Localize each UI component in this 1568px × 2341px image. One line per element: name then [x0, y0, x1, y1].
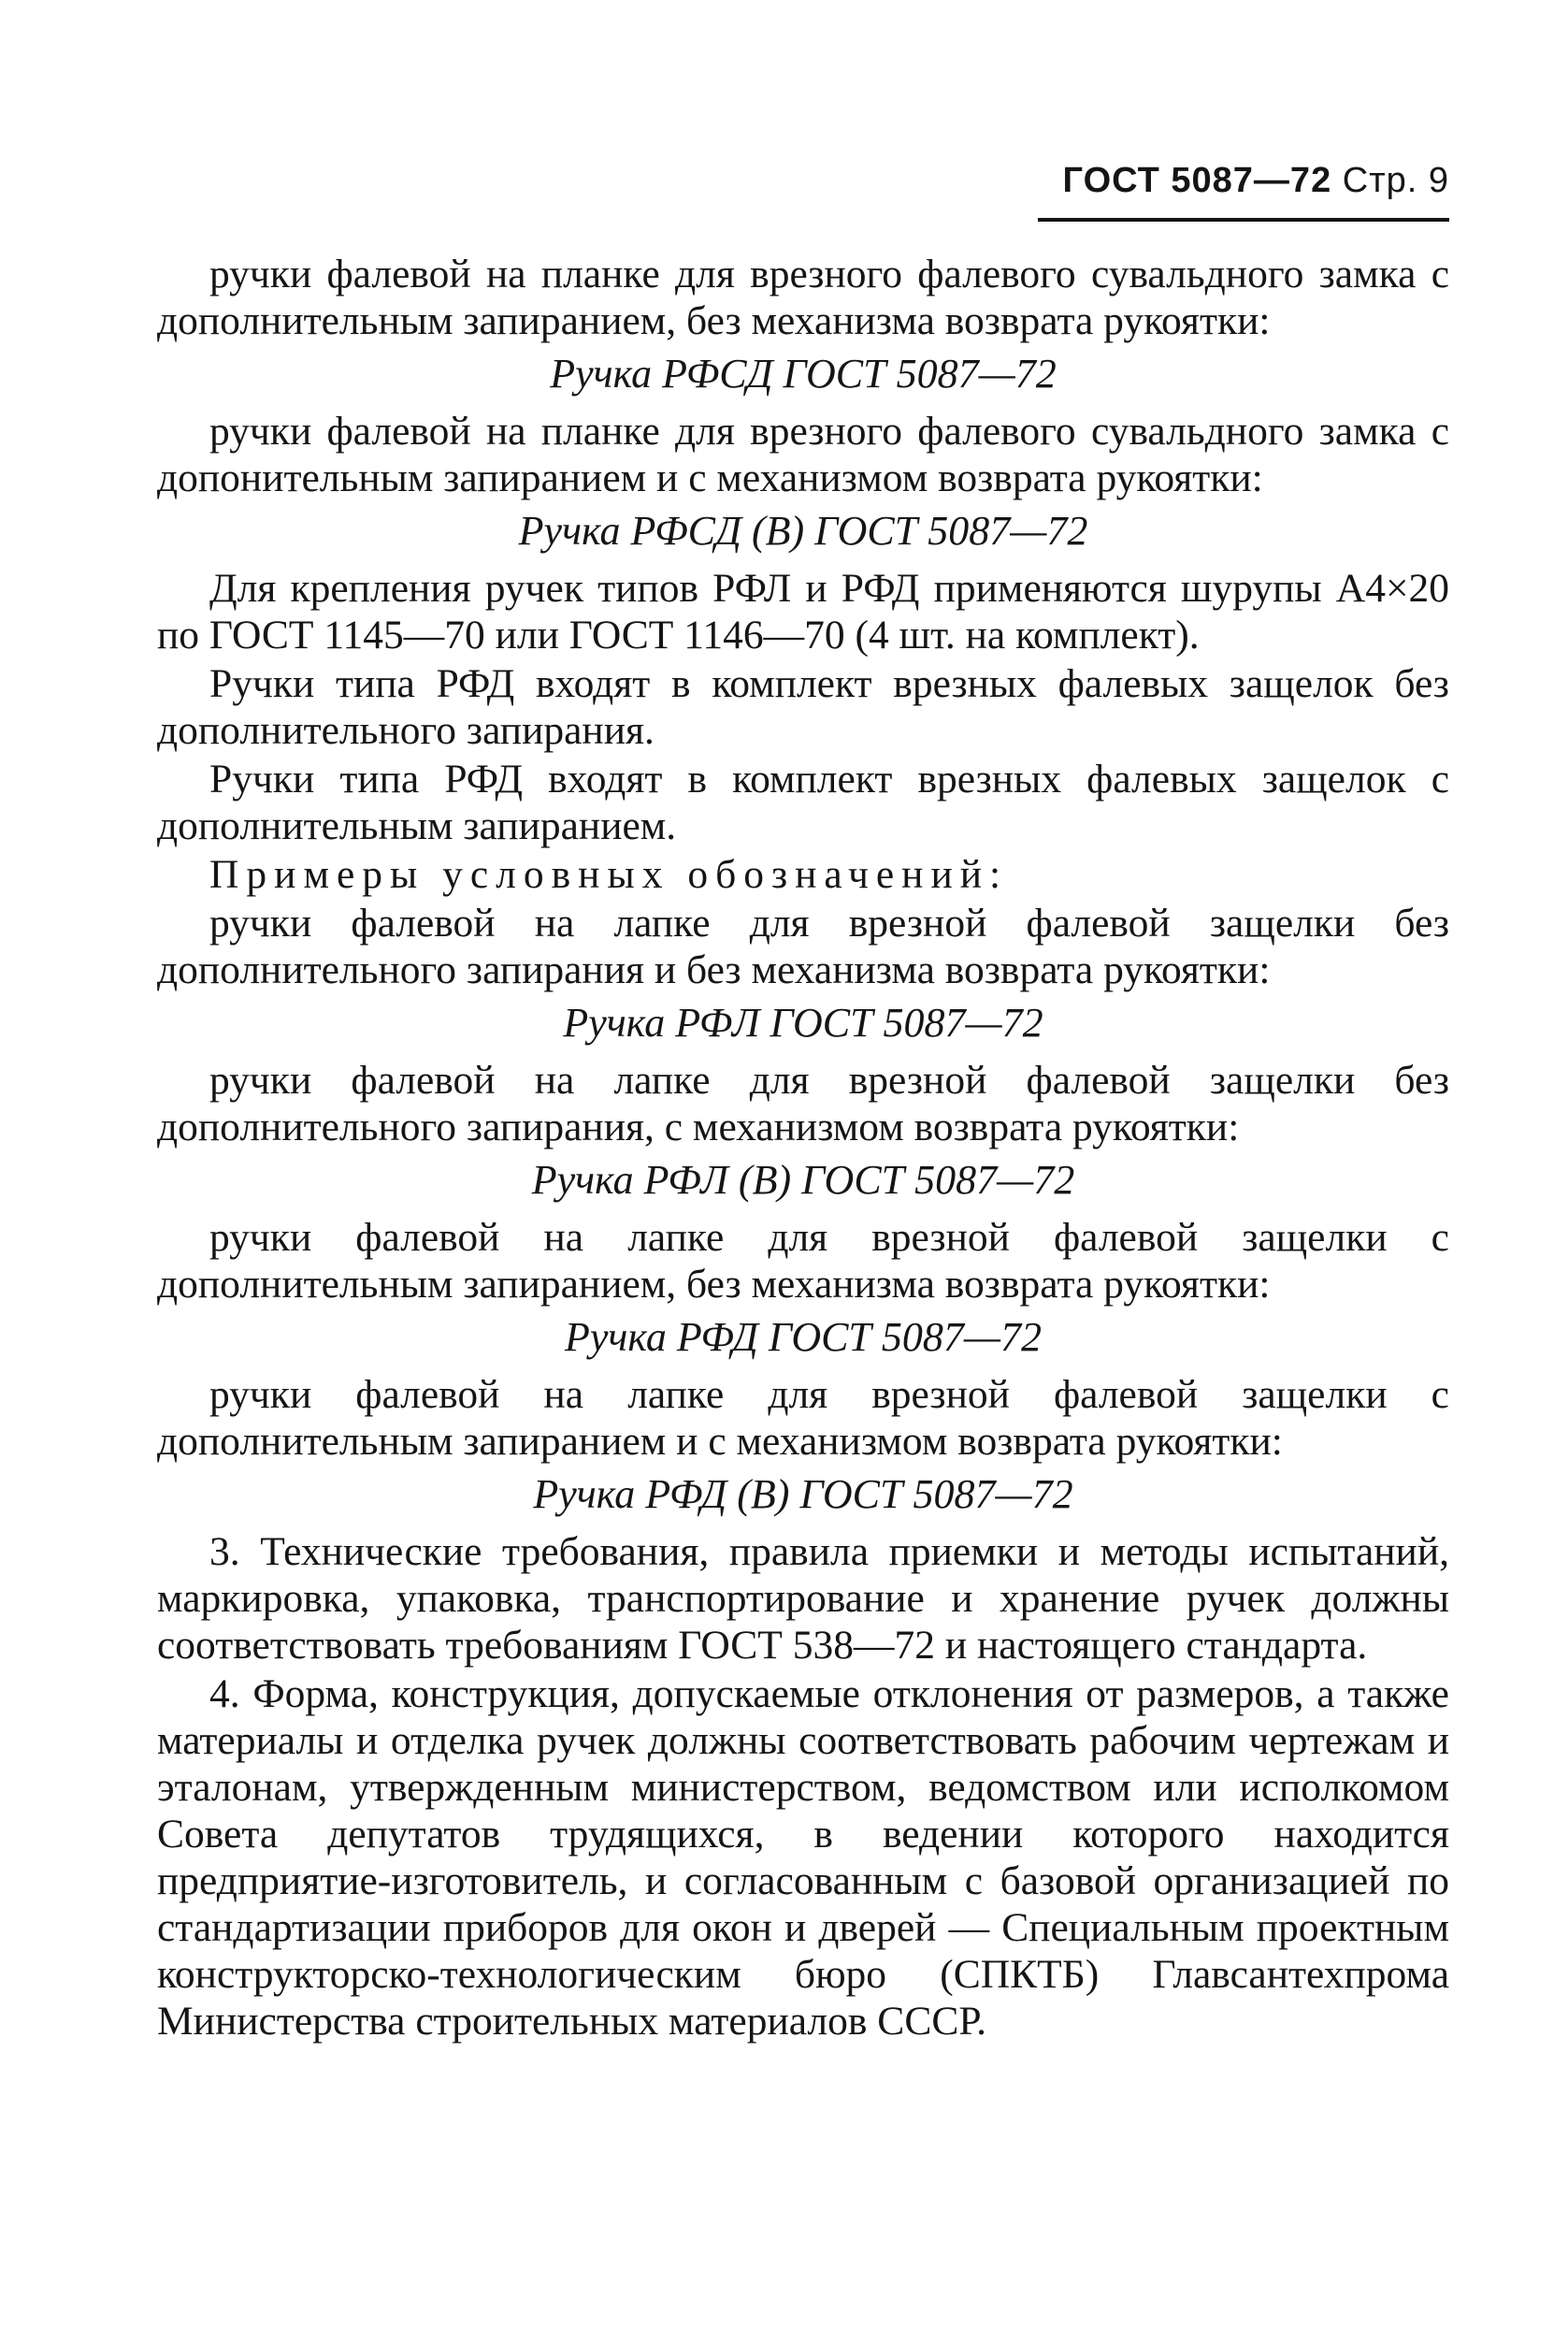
designation-rfd-v: Ручка РФД (В) ГОСТ 5087—72 — [533, 1471, 1073, 1517]
paragraph-rfsd-desc: ручки фалевой на планке для врезного фалевого сувальдного замка с дополнительным запиранием, без механизма возврата рукоятки: — [157, 252, 1449, 343]
paragraph-rfd-kit-2: Ручки типа РФД входят в комплект врезных фалевых защелок с дополнительным запиранием. — [157, 757, 1449, 848]
standard-number: ГОСТ 5087—72 — [1062, 161, 1332, 200]
paragraph-rfd-v-desc: ручки фалевой на лапке для врезной фалевой защелки с дополнительным запиранием и с механизмом возврата рукоятки: — [157, 1372, 1449, 1464]
examples-heading: Примеры условных обозначений: — [209, 852, 1009, 897]
paragraph-screws: Для крепления ручек типов РФЛ и РФД применяются шурупы А4×20 по ГОСТ 1145—70 или ГОСТ 1146—70 (4 шт. на комплект). — [157, 566, 1449, 658]
designation-rfsd: Ручка РФСД ГОСТ 5087—72 — [550, 351, 1057, 397]
designation-rfl-v: Ручка РФЛ (В) ГОСТ 5087—72 — [531, 1157, 1075, 1203]
section-3: 3. Технические требования, правила приемки и методы испытаний, маркировка, упаковка, транспортирование и хранение ручек должны соответствовать требованиям ГОСТ 538—72 и настоящего стандарта. — [157, 1529, 1449, 1668]
paragraph-rfsd-v-desc: ручки фалевой на планке для врезного фалевого сувальдного замка с допонительным запиранием и с механизмом возврата рукоятки: — [157, 409, 1449, 500]
section-4: 4. Форма, конструкция, допускаемые отклонения от размеров, а также материалы и отделка ручек должны соответствовать рабочим чертежам и эталонам, утвержденным министерством, ведомством или исполкомом Совета депутатов трудящихся, в ведении которого находится предприятие-изготовитель, и согласованным с базовой организацией по стандартизации приборов для окон и дверей — Специальным проектным конструкторско-технологическим бюро (СПКТБ) Главсантехпрома Министерства строительных материалов СССР. — [157, 1671, 1449, 2044]
page-header — [1038, 161, 1449, 201]
designation-rfsd-v: Ручка РФСД (В) ГОСТ 5087—72 — [518, 508, 1088, 554]
designation-rfl: Ручка РФЛ ГОСТ 5087—72 — [563, 1000, 1043, 1046]
paragraph-rfd-kit-1: Ручки типа РФД входят в комплект врезных фалевых защелок без дополнительного запирания. — [157, 661, 1449, 753]
paragraph-rfl-v-desc: ручки фалевой на лапке для врезной фалевой защелки без дополнительного запирания, с механизмом возврата рукоятки: — [157, 1058, 1449, 1149]
header-rule — [1038, 218, 1449, 222]
paragraph-rfl-desc: ручки фалевой на лапке для врезной фалевой защелки без дополнительного запирания и без механизма возврата рукоятки: — [157, 901, 1449, 992]
paragraph-rfd-desc: ручки фалевой на лапке для врезной фалевой защелки с дополнительным запиранием, без механизма возврата рукоятки: — [157, 1215, 1449, 1307]
page-number: Стр. 9 — [1342, 161, 1449, 200]
designation-rfd: Ручка РФД ГОСТ 5087—72 — [564, 1314, 1043, 1360]
document-body — [157, 251, 1449, 2046]
